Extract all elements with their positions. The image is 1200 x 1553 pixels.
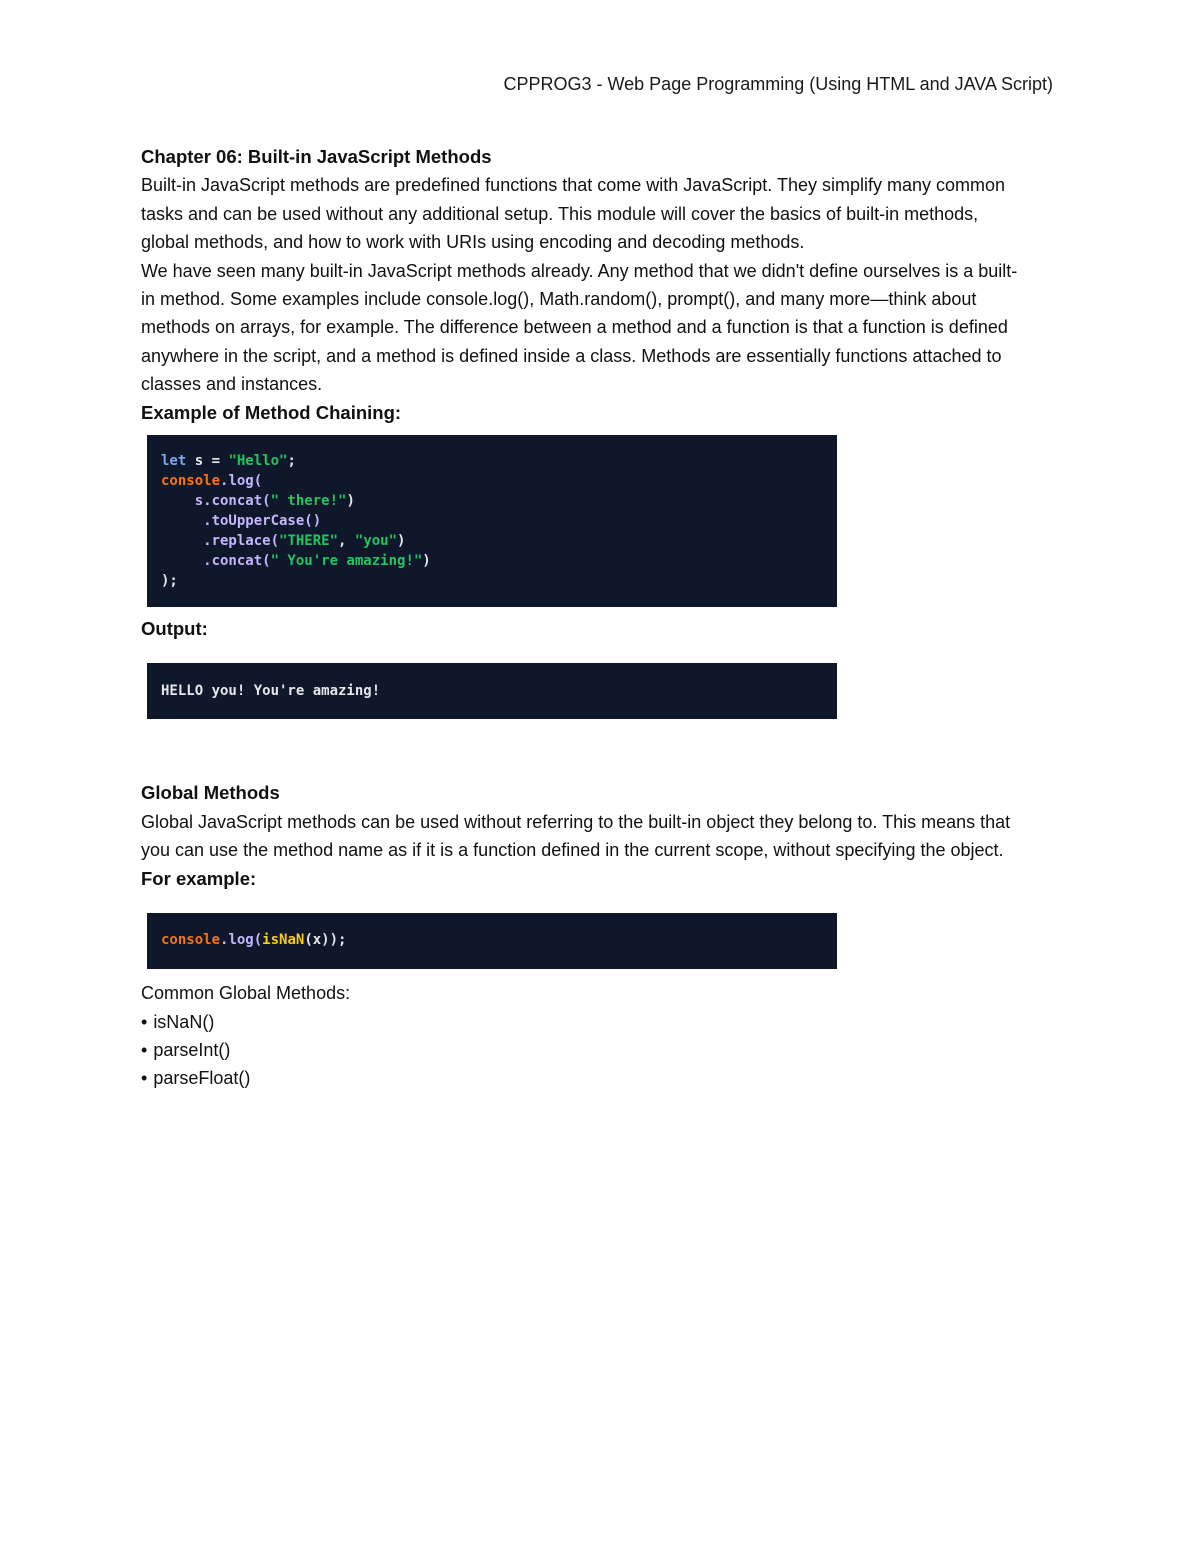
for-example-heading: For example: (141, 867, 257, 889)
code-line: ); (161, 573, 178, 590)
output-text: HELLO you! You're amazing! (161, 683, 381, 700)
list-item: • parseFloat() (141, 1064, 1021, 1092)
code-line: s.concat(" there!") (161, 493, 355, 510)
list-item: • parseInt() (141, 1036, 1021, 1064)
output-heading: Output: (141, 618, 208, 640)
output-code-block (147, 663, 837, 719)
chaining-example-heading: Example of Method Chaining: (141, 401, 402, 423)
code-line: .replace("THERE", "you") (161, 533, 406, 550)
code-line: .concat(" You're amazing!") (161, 553, 431, 570)
common-methods-label: Common Global Methods: (141, 983, 351, 1004)
document-body (141, 143, 1021, 1093)
intro-paragraph: Built-in JavaScript methods are predefined functions that come with JavaScript. They simplify many common tasks and can be used without any additional setup. This module will cover the basics of built-in methods, global methods, and how to work with URIs using encoding and decoding methods. (141, 175, 1006, 253)
chapter-title: Chapter 06: Built-in JavaScript Methods (141, 146, 492, 167)
global-code-block (147, 913, 837, 969)
page-header: CPPROG3 - Web Page Programming (Using HTML and JAVA Script) (503, 74, 1053, 94)
code-line: .toUpperCase() (161, 513, 322, 530)
methods-paragraph: We have seen many built-in JavaScript methods already. Any method that we didn't define ourselves is a built-in method. Some examples include console.log(), Math.random(), prompt(), and many more—think about methods on arrays, for example. The difference between a method and a function is that a function is defined anywhere in the script, and a method is defined inside a class. Methods are essentially functions attached to classes and instances. (141, 260, 1018, 395)
global-methods-heading: Global Methods (141, 782, 280, 804)
code-line: console.log( (161, 473, 263, 490)
global-methods-list (141, 1008, 1021, 1093)
code-line: let s = "Hello"; (161, 453, 296, 470)
chaining-code-block (147, 435, 837, 607)
global-methods-paragraph: Global JavaScript methods can be used without referring to the built-in object they belong to. This means that you can use the method name as if it is a function defined in the current scope, without specifying the object. (141, 811, 1011, 861)
list-item: • isNaN() (141, 1008, 1021, 1036)
code-line: console.log(isNaN(x)); (161, 932, 347, 949)
